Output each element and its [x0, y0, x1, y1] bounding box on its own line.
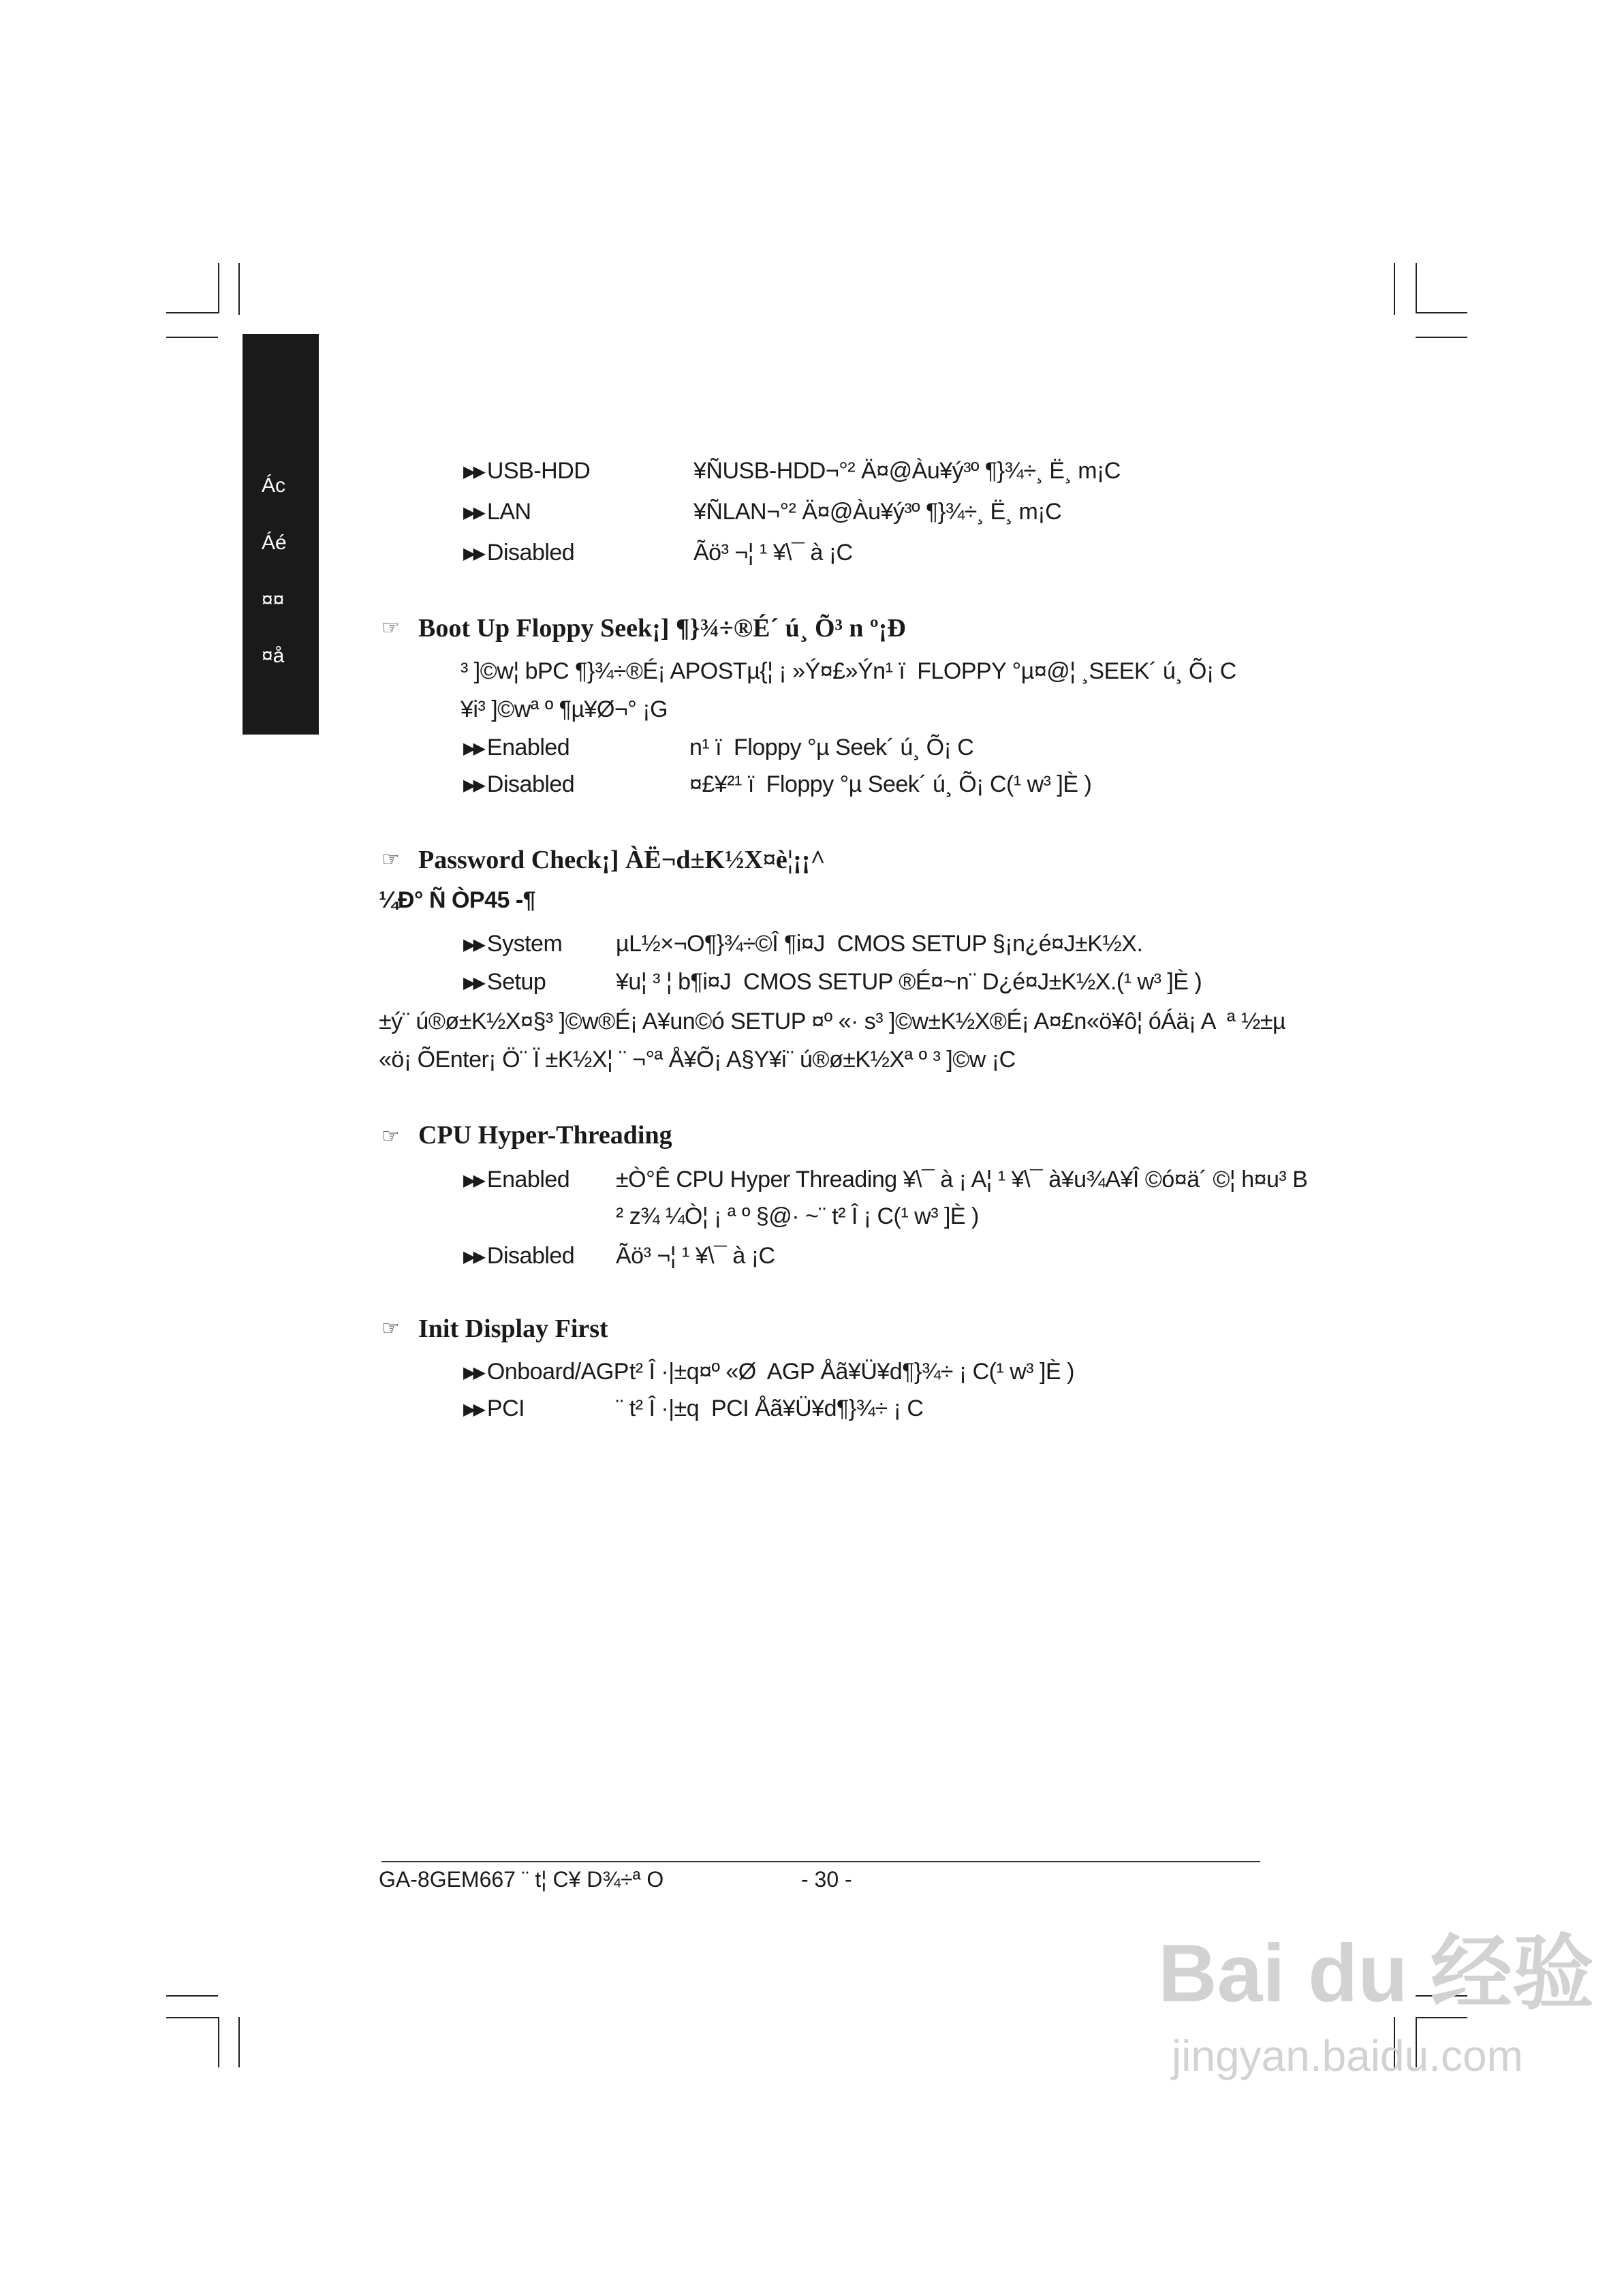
option-name: Enabled [486, 1167, 570, 1192]
page-number: - 30 - [801, 1867, 852, 1892]
list-item [463, 969, 546, 996]
option-name: PCI [486, 1396, 525, 1421]
double-right-arrow-icon: ▶▶ [463, 974, 483, 992]
option-description: ¥ÑUSB-HDD¬°² Ä¤@Àu¥ý³º ¶}¾÷¸ Ë¸ m¡C [693, 458, 1121, 484]
list-item [463, 1167, 569, 1193]
option-description: n¹ ï Floppy °µ Seek´ ú¸ Õ¡ C [689, 735, 974, 760]
option-name: Enabled [486, 735, 570, 760]
watermark-logo: Bai du 经验 [1158, 1928, 1595, 2019]
crop-mark [1416, 263, 1417, 313]
option-name: Setup [486, 969, 546, 995]
option-name: Disabled [486, 540, 575, 566]
option-description: ¥ÑLAN¬°² Ä¤@Àu¥ý³º ¶}¾÷¸ Ë¸ m¡C [693, 499, 1062, 525]
side-tab-char: ¤å [262, 645, 285, 667]
option-description: Ãö³ ¬¦ ¹ ¥\¯ à ¡C [616, 1243, 775, 1269]
list-item [463, 540, 574, 566]
side-tab-char: ¤¤ [262, 589, 285, 611]
option-name: Onboard/AGP [486, 1359, 629, 1385]
chapter-side-tab [243, 334, 319, 735]
double-right-arrow-icon: ▶▶ [463, 504, 483, 522]
section-heading: Boot Up Floppy Seek¡] ¶}¾÷®É´ ú¸ Õ³ n º¡Ð [418, 614, 906, 643]
option-description: µL½×¬O¶}¾÷©Î ¶i¤J CMOS SETUP §¡n¿é¤J±K½X. [616, 931, 1143, 957]
double-right-arrow-icon: ▶▶ [463, 463, 483, 481]
paragraph: ±ý¨ ú®ø±K½X¤§³ ]©w®É¡ A¥un©ó SETUP ¤º «· s³ ]©w±K½X®É¡ A¤£n«ö¥ô¦ óÁä¡ A ª ½±µ [379, 1008, 1286, 1034]
section-subtitle: ¼Ð° Ñ ÒP45 -¶ [379, 887, 536, 913]
double-right-arrow-icon: ▶▶ [463, 739, 483, 758]
pointing-hand-icon: ☞ [381, 1317, 400, 1340]
pointing-hand-icon: ☞ [381, 617, 400, 639]
list-item [463, 458, 590, 484]
option-name: USB-HDD [486, 458, 591, 484]
option-name: LAN [486, 499, 531, 525]
section-heading: CPU Hyper-Threading [418, 1121, 672, 1150]
crop-mark [218, 2017, 219, 2067]
list-item [463, 771, 574, 798]
option-description: Ãö³ ¬¦ ¹ ¥\¯ à ¡C [693, 540, 853, 566]
crop-mark [1416, 337, 1467, 338]
crop-mark [238, 2017, 240, 2067]
option-description: ¨ t² Î ·|±q¤º «Ø AGP Åã¥Ü¥d¶}¾÷ ¡ C(¹ w³ ]È ) [616, 1359, 1074, 1385]
option-description: ² z¾ ¼Ò¦ ¡ ª º §@· ~¨ t² Î ¡ C(¹ w³ ]È ) [616, 1203, 979, 1229]
footer-rule [381, 1861, 1260, 1862]
crop-mark [238, 263, 240, 315]
watermark-url: jingyan.baidu.com [1172, 2031, 1523, 2080]
list-item [463, 1359, 629, 1385]
double-right-arrow-icon: ▶▶ [463, 1400, 483, 1419]
crop-mark [166, 1995, 218, 1997]
crop-mark [1416, 312, 1467, 313]
option-description: ¥u¦ ³ ¦ b¶i¤J CMOS SETUP ®É¤~n¨ D¿é¤J±K½X.(¹ w³ ]È ) [616, 969, 1202, 995]
crop-mark [218, 263, 219, 313]
side-tab-char: Ác [262, 474, 286, 497]
pointing-hand-icon: ☞ [381, 848, 400, 871]
list-item [463, 1243, 574, 1269]
paragraph: «ö¡ ÕEnter¡ Ö¨ Ï ±K½X¦ ¨ ¬°ª Å¥Õ¡ A§Y¥i¨ ú®ø±K½Xª º ³ ]©w ¡C [379, 1047, 1016, 1073]
list-item [463, 735, 569, 761]
side-tab-char: Áé [262, 532, 287, 554]
section-heading: Password Check¡] ÀË¬d±K½X¤è¦¡¡^ [418, 846, 826, 874]
crop-mark [1394, 263, 1395, 315]
crop-mark [166, 337, 218, 338]
section-heading: Init Display First [418, 1314, 608, 1343]
paragraph: ¥i³ ]©wª º ¶µ¥Ø¬° ¡G [460, 696, 668, 722]
double-right-arrow-icon: ▶▶ [463, 1171, 483, 1190]
footer-title: GA-8GEM667 ¨ t¦ C¥ D¾÷ª O [379, 1867, 664, 1892]
list-item [463, 499, 531, 525]
double-right-arrow-icon: ▶▶ [463, 936, 483, 954]
paragraph: ³ ]©w¦ bPC ¶}¾÷®É¡ APOSTµ{¦ ¡ »Ý¤£»Ýn¹ ï FLOPPY °µ¤@¦ ¸SEEK´ ú¸ Õ¡ C [460, 658, 1236, 684]
crop-mark [166, 2017, 218, 2018]
crop-mark [166, 312, 218, 313]
double-right-arrow-icon: ▶▶ [463, 776, 483, 795]
double-right-arrow-icon: ▶▶ [463, 1248, 483, 1266]
option-name: Disabled [486, 771, 575, 797]
double-right-arrow-icon: ▶▶ [463, 1364, 483, 1382]
option-name: Disabled [486, 1243, 575, 1269]
list-item [463, 1396, 525, 1422]
option-description: ±Ò°Ê CPU Hyper Threading ¥\¯ à ¡ A¦ ¹ ¥\¯ à¥u¾A¥Î ©ó¤ä´ ©¦ h¤u³ B [616, 1167, 1308, 1192]
double-right-arrow-icon: ▶▶ [463, 544, 483, 563]
option-description: ¤£¥²¹ ï Floppy °µ Seek´ ú¸ Õ¡ C(¹ w³ ]È ) [689, 771, 1092, 797]
pointing-hand-icon: ☞ [381, 1125, 400, 1148]
option-description: ¨ t² Î ·|±q PCI Åã¥Ü¥d¶}¾÷ ¡ C [616, 1396, 924, 1421]
list-item [463, 931, 562, 957]
option-name: System [486, 931, 563, 957]
